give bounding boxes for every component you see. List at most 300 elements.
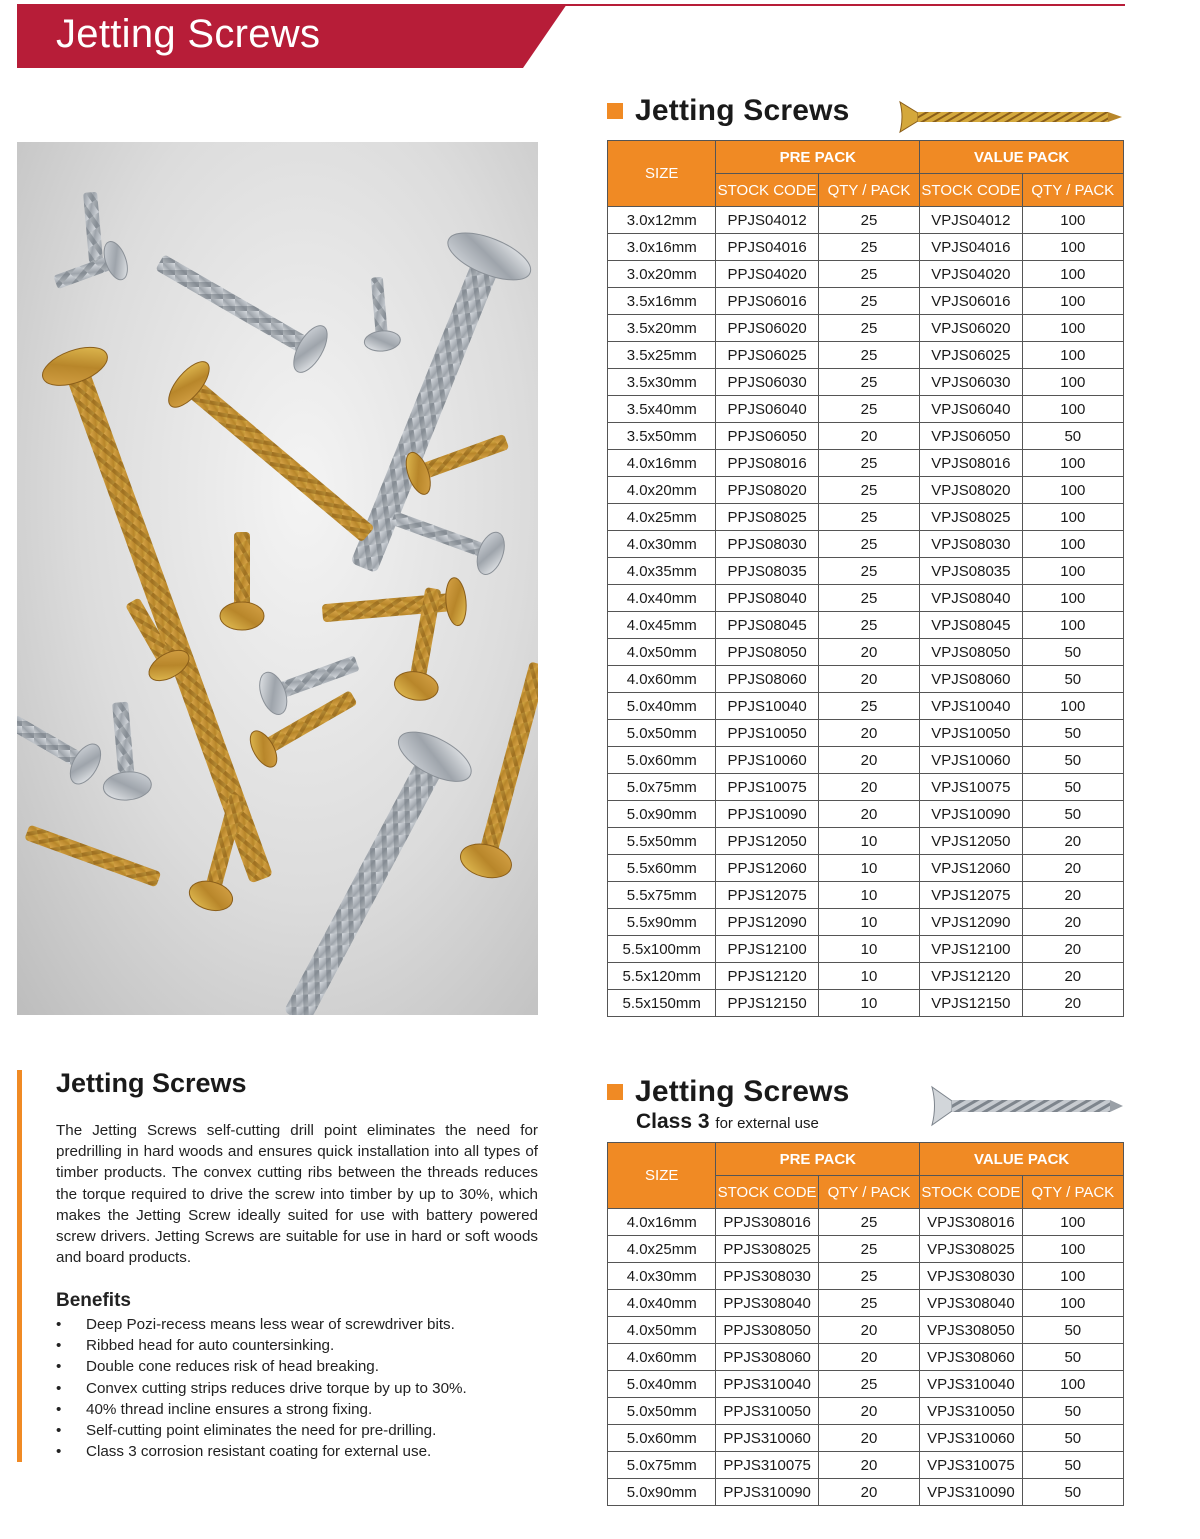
col-qty-pack: QTY / PACK xyxy=(1022,1176,1123,1209)
pre-pack-qty-cell: 20 xyxy=(818,801,919,828)
table-row xyxy=(608,1263,1124,1290)
value-pack-code-cell: VPJS08060 xyxy=(920,666,1022,693)
value-pack-code-cell: VPJS10050 xyxy=(920,720,1022,747)
pre-pack-code-cell: PPJS10060 xyxy=(716,747,818,774)
size-cell: 5.5x90mm xyxy=(608,909,716,936)
col-size: SIZE xyxy=(608,1143,716,1209)
value-pack-code-cell: VPJS06020 xyxy=(920,315,1022,342)
table-row xyxy=(608,1479,1124,1506)
value-pack-code-cell: VPJS310090 xyxy=(920,1479,1022,1506)
pre-pack-qty-cell: 25 xyxy=(818,450,919,477)
bullet-icon: • xyxy=(56,1379,62,1397)
benefit-text: Class 3 corrosion resistant coating for external use. xyxy=(86,1443,432,1461)
pre-pack-code-cell: PPJS08060 xyxy=(716,666,818,693)
pre-pack-code-cell: PPJS10075 xyxy=(716,774,818,801)
pre-pack-code-cell: PPJS12075 xyxy=(716,882,818,909)
pre-pack-code-cell: PPJS308040 xyxy=(716,1290,818,1317)
size-cell: 5.0x40mm xyxy=(608,1371,716,1398)
table-row xyxy=(608,855,1124,882)
pre-pack-qty-cell: 25 xyxy=(818,1236,919,1263)
size-cell: 4.0x60mm xyxy=(608,666,716,693)
table1-body xyxy=(608,207,1124,1017)
pre-pack-code-cell: PPJS08030 xyxy=(716,531,818,558)
bullet-icon: • xyxy=(56,1337,62,1355)
table-row xyxy=(608,261,1124,288)
value-pack-qty-cell: 20 xyxy=(1022,963,1123,990)
table-row xyxy=(608,1425,1124,1452)
value-pack-code-cell: VPJS308016 xyxy=(920,1209,1022,1236)
orange-square-icon xyxy=(607,1084,623,1100)
value-pack-qty-cell: 20 xyxy=(1022,909,1123,936)
pre-pack-qty-cell: 25 xyxy=(818,1263,919,1290)
pre-pack-code-cell: PPJS08050 xyxy=(716,639,818,666)
value-pack-code-cell: VPJS310075 xyxy=(920,1452,1022,1479)
size-cell: 4.0x60mm xyxy=(608,1344,716,1371)
col-qty-pack: QTY / PACK xyxy=(818,174,919,207)
pre-pack-code-cell: PPJS06025 xyxy=(716,342,818,369)
pre-pack-qty-cell: 10 xyxy=(818,855,919,882)
value-pack-qty-cell: 50 xyxy=(1022,1452,1123,1479)
bullet-icon: • xyxy=(56,1358,62,1376)
value-pack-code-cell: VPJS08050 xyxy=(920,639,1022,666)
value-pack-qty-cell: 100 xyxy=(1022,261,1123,288)
pre-pack-code-cell: PPJS04012 xyxy=(716,207,818,234)
size-cell: 5.0x75mm xyxy=(608,774,716,801)
table-row xyxy=(608,747,1124,774)
size-cell: 5.0x60mm xyxy=(608,1425,716,1452)
table-row xyxy=(608,531,1124,558)
pre-pack-code-cell: PPJS310050 xyxy=(716,1398,818,1425)
table-row xyxy=(608,504,1124,531)
pre-pack-code-cell: PPJS308050 xyxy=(716,1317,818,1344)
size-cell: 5.0x60mm xyxy=(608,747,716,774)
col-stock-code: STOCK CODE xyxy=(716,174,818,207)
value-pack-qty-cell: 100 xyxy=(1022,450,1123,477)
size-cell: 4.0x30mm xyxy=(608,531,716,558)
value-pack-qty-cell: 100 xyxy=(1022,504,1123,531)
size-cell: 5.5x100mm xyxy=(608,936,716,963)
size-cell: 4.0x45mm xyxy=(608,612,716,639)
pre-pack-qty-cell: 25 xyxy=(818,558,919,585)
value-pack-qty-cell: 100 xyxy=(1022,1236,1123,1263)
value-pack-code-cell: VPJS310040 xyxy=(920,1371,1022,1398)
size-cell: 5.5x75mm xyxy=(608,882,716,909)
size-cell: 5.0x50mm xyxy=(608,720,716,747)
pre-pack-code-cell: PPJS06040 xyxy=(716,396,818,423)
value-pack-code-cell: VPJS08040 xyxy=(920,585,1022,612)
benefits-title: Benefits xyxy=(56,1290,131,1311)
benefits-list xyxy=(56,1314,546,1462)
value-pack-code-cell: VPJS308040 xyxy=(920,1290,1022,1317)
table-row xyxy=(608,963,1124,990)
table-row xyxy=(608,558,1124,585)
col-pre-pack: PRE PACK xyxy=(716,141,920,174)
value-pack-qty-cell: 100 xyxy=(1022,1290,1123,1317)
benefit-item xyxy=(56,1314,546,1335)
size-cell: 4.0x25mm xyxy=(608,504,716,531)
value-pack-qty-cell: 50 xyxy=(1022,1317,1123,1344)
value-pack-code-cell: VPJS10090 xyxy=(920,801,1022,828)
table-row xyxy=(608,720,1124,747)
table-row xyxy=(608,342,1124,369)
pre-pack-code-cell: PPJS04016 xyxy=(716,234,818,261)
value-pack-code-cell: VPJS08025 xyxy=(920,504,1022,531)
pre-pack-code-cell: PPJS08025 xyxy=(716,504,818,531)
pre-pack-qty-cell: 25 xyxy=(818,504,919,531)
pre-pack-qty-cell: 20 xyxy=(818,1344,919,1371)
value-pack-qty-cell: 50 xyxy=(1022,1425,1123,1452)
pre-pack-qty-cell: 20 xyxy=(818,747,919,774)
pre-pack-qty-cell: 10 xyxy=(818,936,919,963)
pre-pack-qty-cell: 25 xyxy=(818,477,919,504)
table-row xyxy=(608,828,1124,855)
benefit-text: Ribbed head for auto countersinking. xyxy=(86,1337,335,1355)
size-cell: 5.5x50mm xyxy=(608,828,716,855)
pre-pack-code-cell: PPJS12050 xyxy=(716,828,818,855)
table2-heading xyxy=(607,1075,850,1109)
class-label: Class 3 xyxy=(636,1110,710,1133)
benefit-item xyxy=(56,1399,546,1420)
size-cell: 4.0x50mm xyxy=(608,1317,716,1344)
pre-pack-qty-cell: 20 xyxy=(818,774,919,801)
value-pack-code-cell: VPJS06030 xyxy=(920,369,1022,396)
table-row xyxy=(608,666,1124,693)
pre-pack-code-cell: PPJS12120 xyxy=(716,963,818,990)
pre-pack-qty-cell: 20 xyxy=(818,1452,919,1479)
value-pack-code-cell: VPJS04016 xyxy=(920,234,1022,261)
size-cell: 4.0x50mm xyxy=(608,639,716,666)
size-cell: 3.5x20mm xyxy=(608,315,716,342)
value-pack-qty-cell: 50 xyxy=(1022,747,1123,774)
value-pack-code-cell: VPJS12090 xyxy=(920,909,1022,936)
value-pack-qty-cell: 100 xyxy=(1022,558,1123,585)
table1-heading xyxy=(607,94,850,128)
table2-body xyxy=(608,1209,1124,1506)
benefit-item xyxy=(56,1441,546,1462)
pre-pack-qty-cell: 25 xyxy=(818,261,919,288)
size-cell: 3.5x25mm xyxy=(608,342,716,369)
table-row xyxy=(608,450,1124,477)
value-pack-qty-cell: 100 xyxy=(1022,369,1123,396)
pre-pack-qty-cell: 25 xyxy=(818,1290,919,1317)
value-pack-qty-cell: 100 xyxy=(1022,585,1123,612)
page-title: Jetting Screws xyxy=(56,12,321,56)
value-pack-code-cell: VPJS308050 xyxy=(920,1317,1022,1344)
table-row xyxy=(608,207,1124,234)
pre-pack-code-cell: PPJS10040 xyxy=(716,693,818,720)
value-pack-code-cell: VPJS06040 xyxy=(920,396,1022,423)
pre-pack-qty-cell: 20 xyxy=(818,720,919,747)
table-row xyxy=(608,369,1124,396)
size-cell: 5.5x120mm xyxy=(608,963,716,990)
value-pack-qty-cell: 100 xyxy=(1022,1371,1123,1398)
benefit-text: Self-cutting point eliminates the need for pre-drilling. xyxy=(86,1422,437,1440)
pre-pack-qty-cell: 20 xyxy=(818,666,919,693)
value-pack-qty-cell: 100 xyxy=(1022,693,1123,720)
pre-pack-code-cell: PPJS308016 xyxy=(716,1209,818,1236)
pre-pack-code-cell: PPJS08020 xyxy=(716,477,818,504)
bullet-icon: • xyxy=(56,1316,62,1333)
col-qty-pack: QTY / PACK xyxy=(1022,174,1123,207)
pre-pack-qty-cell: 25 xyxy=(818,693,919,720)
pre-pack-qty-cell: 25 xyxy=(818,315,919,342)
value-pack-code-cell: VPJS310050 xyxy=(920,1398,1022,1425)
table-row xyxy=(608,288,1124,315)
size-cell: 3.0x12mm xyxy=(608,207,716,234)
value-pack-qty-cell: 50 xyxy=(1022,423,1123,450)
table-row xyxy=(608,1236,1124,1263)
table2-title: Jetting Screws xyxy=(635,1075,850,1108)
size-cell: 4.0x35mm xyxy=(608,558,716,585)
value-pack-code-cell: VPJS08020 xyxy=(920,477,1022,504)
description-body: The Jetting Screws self-cutting drill point eliminates the need for predrilling in hard woods and ensures quick installation into all types of timber products. The convex cutting ribs between the threads reduces the torque required to drive the screw into timber by up to 30%, which makes the Jetting Screw ideally suited for use with battery powered screw drivers. Jetting Screws are suitable for use in hard or soft woods and board products. xyxy=(56,1122,538,1267)
pre-pack-code-cell: PPJS12150 xyxy=(716,990,818,1017)
value-pack-qty-cell: 100 xyxy=(1022,477,1123,504)
pre-pack-code-cell: PPJS310060 xyxy=(716,1425,818,1452)
size-cell: 3.5x30mm xyxy=(608,369,716,396)
pre-pack-code-cell: PPJS310040 xyxy=(716,1371,818,1398)
pre-pack-code-cell: PPJS06016 xyxy=(716,288,818,315)
table-row xyxy=(608,801,1124,828)
pre-pack-code-cell: PPJS310090 xyxy=(716,1479,818,1506)
value-pack-qty-cell: 100 xyxy=(1022,531,1123,558)
size-cell: 4.0x30mm xyxy=(608,1263,716,1290)
value-pack-code-cell: VPJS10060 xyxy=(920,747,1022,774)
bullet-icon: • xyxy=(56,1422,62,1440)
col-stock-code: STOCK CODE xyxy=(920,174,1022,207)
benefit-item xyxy=(56,1356,546,1377)
value-pack-qty-cell: 100 xyxy=(1022,207,1123,234)
table2 xyxy=(607,1142,1124,1506)
value-pack-qty-cell: 50 xyxy=(1022,1479,1123,1506)
value-pack-code-cell: VPJS08045 xyxy=(920,612,1022,639)
value-pack-qty-cell: 20 xyxy=(1022,990,1123,1017)
size-cell: 5.0x50mm xyxy=(608,1398,716,1425)
value-pack-code-cell: VPJS12100 xyxy=(920,936,1022,963)
value-pack-code-cell: VPJS308060 xyxy=(920,1344,1022,1371)
pre-pack-qty-cell: 10 xyxy=(818,828,919,855)
size-cell: 4.0x40mm xyxy=(608,1290,716,1317)
value-pack-qty-cell: 100 xyxy=(1022,234,1123,261)
pre-pack-code-cell: PPJS10090 xyxy=(716,801,818,828)
value-pack-qty-cell: 50 xyxy=(1022,639,1123,666)
value-pack-qty-cell: 50 xyxy=(1022,1344,1123,1371)
table-row xyxy=(608,693,1124,720)
header-rule xyxy=(540,4,1125,6)
size-cell: 4.0x20mm xyxy=(608,477,716,504)
value-pack-qty-cell: 100 xyxy=(1022,396,1123,423)
table-row xyxy=(608,1209,1124,1236)
table-row xyxy=(608,423,1124,450)
orange-square-icon xyxy=(607,103,623,119)
value-pack-qty-cell: 50 xyxy=(1022,801,1123,828)
pre-pack-qty-cell: 10 xyxy=(818,909,919,936)
table-row xyxy=(608,477,1124,504)
table-row xyxy=(608,1290,1124,1317)
value-pack-qty-cell: 20 xyxy=(1022,828,1123,855)
value-pack-code-cell: VPJS10075 xyxy=(920,774,1022,801)
table2-subtitle xyxy=(636,1110,819,1134)
pre-pack-qty-cell: 20 xyxy=(818,639,919,666)
size-cell: 4.0x16mm xyxy=(608,1209,716,1236)
table-row xyxy=(608,315,1124,342)
col-qty-pack: QTY / PACK xyxy=(818,1176,919,1209)
pre-pack-qty-cell: 25 xyxy=(818,531,919,558)
benefit-text: 40% thread incline ensures a strong fixing. xyxy=(86,1400,373,1418)
value-pack-code-cell: VPJS04020 xyxy=(920,261,1022,288)
value-pack-code-cell: VPJS308025 xyxy=(920,1236,1022,1263)
size-cell: 3.5x50mm xyxy=(608,423,716,450)
value-pack-code-cell: VPJS04012 xyxy=(920,207,1022,234)
pre-pack-qty-cell: 25 xyxy=(818,288,919,315)
table-row xyxy=(608,1371,1124,1398)
table-row xyxy=(608,396,1124,423)
table-row xyxy=(608,882,1124,909)
value-pack-qty-cell: 50 xyxy=(1022,1398,1123,1425)
value-pack-code-cell: VPJS12120 xyxy=(920,963,1022,990)
size-cell: 4.0x25mm xyxy=(608,1236,716,1263)
size-cell: 4.0x40mm xyxy=(608,585,716,612)
value-pack-qty-cell: 50 xyxy=(1022,666,1123,693)
col-stock-code: STOCK CODE xyxy=(920,1176,1022,1209)
size-cell: 5.0x75mm xyxy=(608,1452,716,1479)
pre-pack-code-cell: PPJS308060 xyxy=(716,1344,818,1371)
table-row xyxy=(608,612,1124,639)
size-cell: 3.5x16mm xyxy=(608,288,716,315)
value-pack-code-cell: VPJS06050 xyxy=(920,423,1022,450)
size-cell: 5.0x90mm xyxy=(608,801,716,828)
pre-pack-code-cell: PPJS08016 xyxy=(716,450,818,477)
value-pack-code-cell: VPJS308030 xyxy=(920,1263,1022,1290)
pre-pack-code-cell: PPJS308030 xyxy=(716,1263,818,1290)
value-pack-qty-cell: 50 xyxy=(1022,774,1123,801)
bullet-icon: • xyxy=(56,1443,62,1461)
pre-pack-qty-cell: 25 xyxy=(818,234,919,261)
value-pack-qty-cell: 20 xyxy=(1022,882,1123,909)
table-row xyxy=(608,1452,1124,1479)
pre-pack-code-cell: PPJS12090 xyxy=(716,909,818,936)
value-pack-qty-cell: 100 xyxy=(1022,1209,1123,1236)
value-pack-qty-cell: 50 xyxy=(1022,720,1123,747)
bullet-icon: • xyxy=(56,1400,62,1418)
col-value-pack: VALUE PACK xyxy=(920,1143,1124,1176)
size-cell: 5.5x150mm xyxy=(608,990,716,1017)
value-pack-code-cell: VPJS12150 xyxy=(920,990,1022,1017)
col-stock-code: STOCK CODE xyxy=(716,1176,818,1209)
benefit-text: Convex cutting strips reduces drive torque by up to 30%. xyxy=(86,1379,467,1397)
value-pack-code-cell: VPJS12050 xyxy=(920,828,1022,855)
pre-pack-qty-cell: 25 xyxy=(818,342,919,369)
table-row xyxy=(608,774,1124,801)
benefit-item xyxy=(56,1378,546,1399)
size-cell: 5.0x40mm xyxy=(608,693,716,720)
pre-pack-qty-cell: 25 xyxy=(818,585,919,612)
size-cell: 3.0x20mm xyxy=(608,261,716,288)
pre-pack-qty-cell: 20 xyxy=(818,423,919,450)
table-row xyxy=(608,1344,1124,1371)
pre-pack-qty-cell: 25 xyxy=(818,207,919,234)
value-pack-qty-cell: 100 xyxy=(1022,612,1123,639)
pre-pack-code-cell: PPJS310075 xyxy=(716,1452,818,1479)
value-pack-qty-cell: 20 xyxy=(1022,855,1123,882)
benefit-text: Double cone reduces risk of head breaking. xyxy=(86,1358,379,1376)
pre-pack-code-cell: PPJS12100 xyxy=(716,936,818,963)
pre-pack-qty-cell: 25 xyxy=(818,1209,919,1236)
pre-pack-qty-cell: 10 xyxy=(818,963,919,990)
col-pre-pack: PRE PACK xyxy=(716,1143,920,1176)
table-row xyxy=(608,585,1124,612)
value-pack-code-cell: VPJS08030 xyxy=(920,531,1022,558)
pre-pack-qty-cell: 25 xyxy=(818,612,919,639)
size-cell: 5.0x90mm xyxy=(608,1479,716,1506)
col-size: SIZE xyxy=(608,141,716,207)
description-title: Jetting Screws xyxy=(56,1068,247,1098)
value-pack-code-cell: VPJS06016 xyxy=(920,288,1022,315)
size-cell: 4.0x16mm xyxy=(608,450,716,477)
pre-pack-code-cell: PPJS08040 xyxy=(716,585,818,612)
pre-pack-qty-cell: 25 xyxy=(818,369,919,396)
pre-pack-code-cell: PPJS12060 xyxy=(716,855,818,882)
pre-pack-code-cell: PPJS10050 xyxy=(716,720,818,747)
product-photo xyxy=(17,142,538,1015)
pre-pack-qty-cell: 20 xyxy=(818,1425,919,1452)
table-row xyxy=(608,936,1124,963)
accent-bar xyxy=(17,1070,22,1462)
value-pack-code-cell: VPJS08035 xyxy=(920,558,1022,585)
value-pack-qty-cell: 100 xyxy=(1022,342,1123,369)
zinc-screw-icon xyxy=(930,1085,1124,1127)
benefit-item xyxy=(56,1420,546,1441)
value-pack-code-cell: VPJS08016 xyxy=(920,450,1022,477)
benefit-text: Deep Pozi-recess means less wear of screwdriver bits. xyxy=(86,1316,455,1333)
table1-title: Jetting Screws xyxy=(635,94,850,127)
benefit-item xyxy=(56,1335,546,1356)
size-cell: 5.5x60mm xyxy=(608,855,716,882)
pre-pack-qty-cell: 10 xyxy=(818,990,919,1017)
pre-pack-code-cell: PPJS06050 xyxy=(716,423,818,450)
value-pack-qty-cell: 100 xyxy=(1022,315,1123,342)
table1 xyxy=(607,140,1124,1017)
pre-pack-qty-cell: 20 xyxy=(818,1317,919,1344)
pre-pack-qty-cell: 20 xyxy=(818,1398,919,1425)
value-pack-code-cell: VPJS06025 xyxy=(920,342,1022,369)
pre-pack-code-cell: PPJS06020 xyxy=(716,315,818,342)
value-pack-code-cell: VPJS12060 xyxy=(920,855,1022,882)
pre-pack-qty-cell: 25 xyxy=(818,396,919,423)
class-note: for external use xyxy=(715,1115,819,1132)
table-row xyxy=(608,1317,1124,1344)
size-cell: 3.5x40mm xyxy=(608,396,716,423)
value-pack-qty-cell: 20 xyxy=(1022,936,1123,963)
value-pack-code-cell: VPJS10040 xyxy=(920,693,1022,720)
table-row xyxy=(608,1398,1124,1425)
pre-pack-code-cell: PPJS308025 xyxy=(716,1236,818,1263)
size-cell: 3.0x16mm xyxy=(608,234,716,261)
pre-pack-qty-cell: 25 xyxy=(818,1371,919,1398)
pre-pack-code-cell: PPJS08035 xyxy=(716,558,818,585)
pre-pack-code-cell: PPJS04020 xyxy=(716,261,818,288)
value-pack-code-cell: VPJS12075 xyxy=(920,882,1022,909)
table-row xyxy=(608,234,1124,261)
pre-pack-code-cell: PPJS08045 xyxy=(716,612,818,639)
value-pack-code-cell: VPJS310060 xyxy=(920,1425,1022,1452)
col-value-pack: VALUE PACK xyxy=(920,141,1124,174)
gold-screw-icon xyxy=(898,100,1124,134)
table-row xyxy=(608,909,1124,936)
pre-pack-qty-cell: 10 xyxy=(818,882,919,909)
table-row xyxy=(608,990,1124,1017)
pre-pack-qty-cell: 20 xyxy=(818,1479,919,1506)
